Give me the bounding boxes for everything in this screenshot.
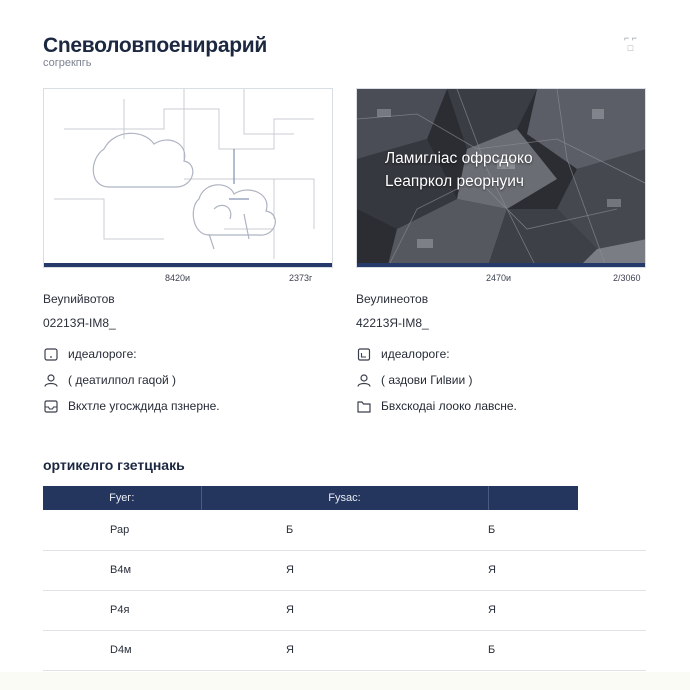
map-preview-satellite[interactable] bbox=[356, 88, 646, 268]
column-header[interactable]: Fуsас: bbox=[201, 486, 488, 510]
table-cell: Б bbox=[488, 510, 578, 550]
page-title: Сnеволовпоенирарий bbox=[43, 34, 267, 57]
info-code: 42213Я-IМ8_ bbox=[356, 316, 429, 330]
map-overlay-text bbox=[385, 147, 533, 193]
page-subtitle: согрекпгь bbox=[43, 57, 92, 69]
info-code: 02213Я-IМ8_ bbox=[43, 316, 116, 330]
info-row bbox=[43, 341, 343, 367]
column-header[interactable] bbox=[488, 486, 578, 510]
table-cell: Б bbox=[201, 510, 488, 550]
scale-label: 8420и bbox=[165, 273, 191, 283]
table-cell: Я bbox=[488, 550, 578, 590]
info-row-text: идеалорогe: bbox=[68, 347, 137, 361]
table-row[interactable] bbox=[43, 550, 646, 590]
page-footer-strip bbox=[0, 672, 690, 690]
document-icon bbox=[356, 347, 372, 361]
scale-label: 2470и bbox=[486, 273, 512, 283]
info-panel-left bbox=[43, 292, 343, 419]
info-row-text: Бвхскодаі лоокo лавсне. bbox=[381, 399, 517, 413]
table-cell: В4м bbox=[43, 550, 201, 590]
table-row[interactable] bbox=[43, 630, 646, 670]
info-row-text: ( деатилпол гаqой ) bbox=[68, 373, 177, 387]
scale-label: 2373г bbox=[289, 273, 313, 283]
restore-icon[interactable]: □ bbox=[627, 43, 634, 53]
table-cell: Раp bbox=[43, 510, 201, 550]
window-controls bbox=[624, 34, 637, 53]
table-row[interactable] bbox=[43, 510, 646, 550]
info-row-text: Вкхтле угосждида пзнерне. bbox=[68, 399, 220, 413]
table-cell bbox=[578, 550, 646, 590]
inbox-icon bbox=[43, 399, 59, 413]
table-cell bbox=[578, 590, 646, 630]
scale-label: 2/3060 bbox=[613, 273, 641, 283]
info-row bbox=[356, 367, 656, 393]
table-cell: Р4я bbox=[43, 590, 201, 630]
minimize-icon[interactable]: ⌐ ⌐ bbox=[624, 33, 638, 43]
map-progress-bar bbox=[44, 263, 332, 267]
folder-icon bbox=[356, 399, 372, 413]
table-header-row bbox=[43, 486, 646, 510]
info-name: Веуnийвотов bbox=[43, 292, 115, 306]
table-cell: Я bbox=[488, 590, 578, 630]
data-table bbox=[43, 486, 646, 671]
info-row bbox=[356, 393, 656, 419]
table-row[interactable] bbox=[43, 590, 646, 630]
map-drawing bbox=[44, 89, 333, 268]
info-row bbox=[43, 393, 343, 419]
table-cell: Б bbox=[488, 630, 578, 670]
user-icon bbox=[43, 373, 59, 387]
info-row bbox=[356, 341, 656, 367]
table-cell: D4м bbox=[43, 630, 201, 670]
column-header[interactable]: Fуег: bbox=[43, 486, 201, 510]
map-overlay-line: Ламигліас офрсдоко bbox=[385, 150, 533, 167]
user-icon bbox=[356, 373, 372, 387]
map-overlay-line: Lеапркол реорнуич bbox=[385, 173, 524, 190]
info-panel-right bbox=[356, 292, 656, 419]
info-row-text: ( аздови Гиlвии ) bbox=[381, 373, 473, 387]
table-cell: Я bbox=[201, 590, 488, 630]
tablet-icon bbox=[43, 347, 59, 361]
table-cell bbox=[578, 510, 646, 550]
info-row bbox=[43, 367, 343, 393]
map-preview-light[interactable] bbox=[43, 88, 333, 268]
table-cell bbox=[578, 630, 646, 670]
info-row-text: идеалорогe: bbox=[381, 347, 450, 361]
info-name: Веулинеотов bbox=[356, 292, 429, 306]
table-cell: Я bbox=[201, 630, 488, 670]
table-title: ортикелго гзетцнакь bbox=[43, 457, 185, 473]
map-progress-bar bbox=[357, 263, 645, 267]
table-cell: Я bbox=[201, 550, 488, 590]
